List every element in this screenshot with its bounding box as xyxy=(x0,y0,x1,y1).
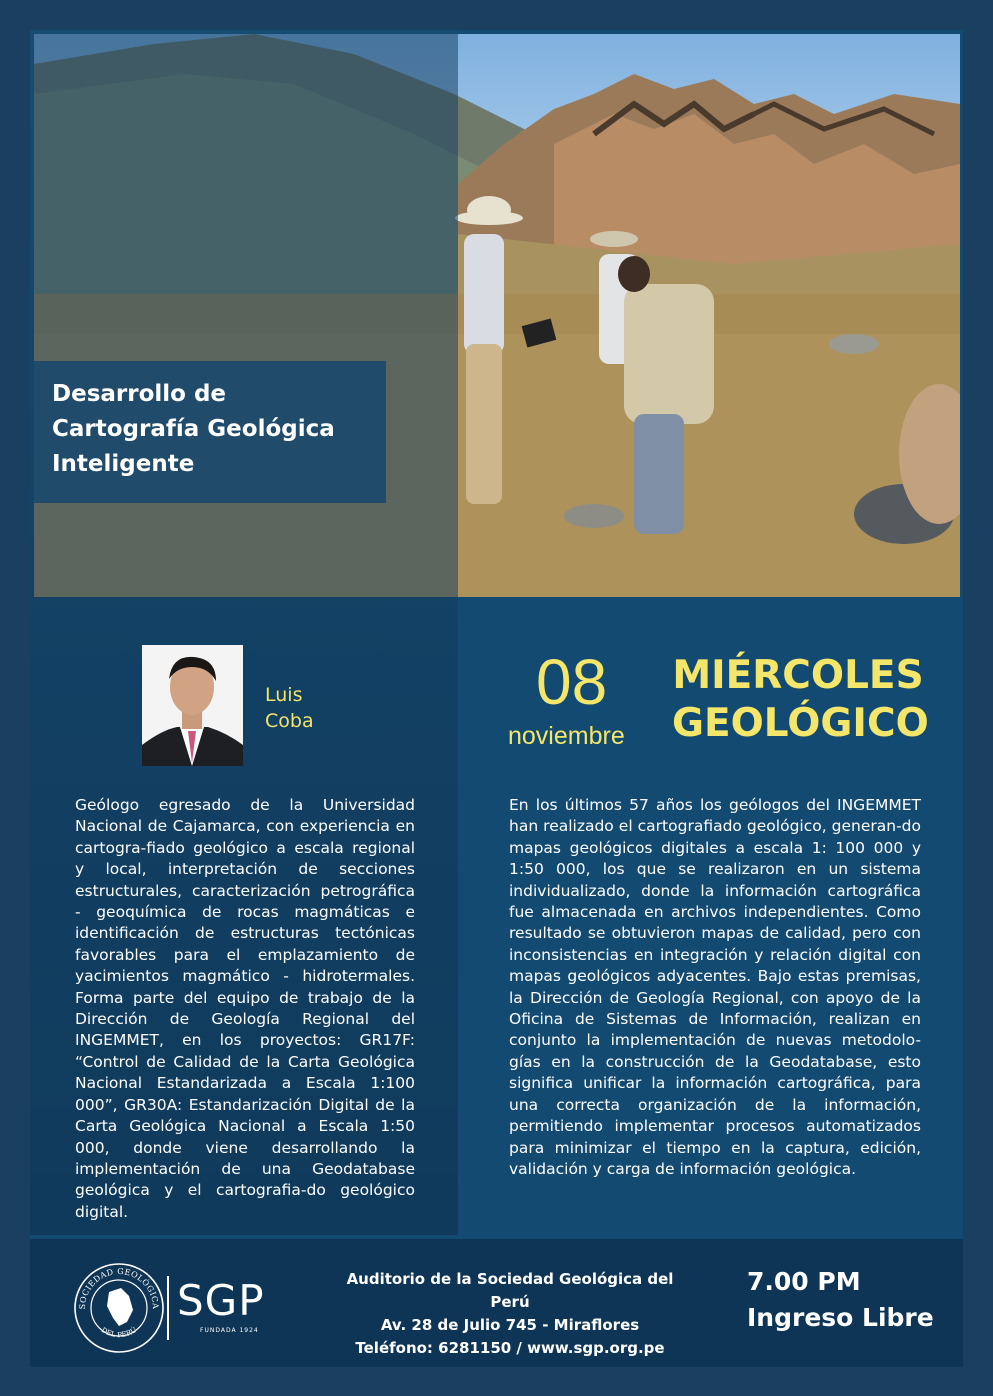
talk-title-line: Inteligente xyxy=(52,451,195,477)
venue-name: Auditorio de la Sociedad Geológica del Perú xyxy=(346,1270,674,1311)
talk-title-line: Desarrollo de xyxy=(52,381,227,407)
venue-address: Av. 28 de Julio 745 - Miraflores xyxy=(380,1316,640,1334)
event-series-title xyxy=(672,652,929,748)
speaker-first-name: Luis xyxy=(265,684,303,706)
talk-title-line: Cartografía Geológica xyxy=(52,416,335,442)
talk-description: En los últimos 57 años los geólogos del INGEMMET han realizado el cartografiado geológico, generan-do mapas geológicos digitales a escala 1: 100 000 y 1:50 000, los que se realizaron en un sistema individualizado, donde la información cartográfica fue almacenada en archivos independientes. Como resultado se obtuvieron mapas de calidad, pero con inconsistencias en integración y relación digital con mapas geológicos adyacentes. Bajo estas premisas, la Dirección de Geología Regional, con apoyo de la Oficina de Sistemas de Información, realizan en conjunto la implementación de nuevas metodolo-gías en la construcción de la Geodatabase, esto significa unificar la información cartográfica, para una correcta organización de la información, permitiendo implementar procesos automatizados para minimizar el tiempo en la captura, edición, validación y carga de información geológica. xyxy=(509,796,921,1178)
speaker-bio: Geólogo egresado de la Universidad Nacional de Cajamarca, con experiencia en cartogra-fiado geológico a escala regional y local, interpretación de secciones estructurales, caracterización petrográfica - geoquímica de rocas magmáticas e identificación de estructuras tectónicas favorables para el emplazamiento de yacimientos magmático - hidrotermales. Forma parte del equipo de trabajo de la Dirección de Geología Regional del INGEMMET, en los proyectos: GR17F: “Control de Calidad de la Carta Geológica Nacional Estandarizada a Escala 1:100 000”, GR30A: Estandarización Digital de la Carta Geológica Nacional a Escala 1:50 000, donde viene desarrollando la implementación de una Geodatabase geológica y el cartografia-do geológico digital. xyxy=(75,796,415,1221)
left-photo-tint xyxy=(34,34,458,597)
event-time-block xyxy=(747,1264,934,1336)
logo-divider xyxy=(167,1276,169,1340)
venue-info xyxy=(330,1268,690,1360)
sgp-logo-tagline: FUNDADA 1924 xyxy=(200,1327,259,1334)
event-title-line: MIÉRCOLES xyxy=(672,653,924,698)
event-time: 7.00 PM xyxy=(747,1267,861,1296)
event-month: noviembre xyxy=(508,722,625,750)
talk-title-box xyxy=(34,361,386,503)
speaker-last-name: Coba xyxy=(265,710,314,732)
hero-photo xyxy=(34,34,960,597)
sgp-seal-logo xyxy=(73,1262,165,1354)
speaker-name xyxy=(265,682,314,734)
event-title-line: GEOLÓGICO xyxy=(672,701,929,746)
event-day: 08 xyxy=(536,646,608,718)
seal-text-bottom: DEL PERÚ xyxy=(99,1325,139,1340)
venue-contact: Teléfono: 6281150 / www.sgp.org.pe xyxy=(355,1339,665,1357)
seal-text-top: SOCIEDAD GEOLÓGICA xyxy=(77,1266,161,1310)
talk-title xyxy=(52,377,335,482)
speaker-portrait xyxy=(142,645,243,766)
event-admission: Ingreso Libre xyxy=(747,1303,934,1332)
svg-text:DEL PERÚ xyxy=(100,1325,138,1339)
sgp-logo-text: SGP xyxy=(177,1276,265,1325)
